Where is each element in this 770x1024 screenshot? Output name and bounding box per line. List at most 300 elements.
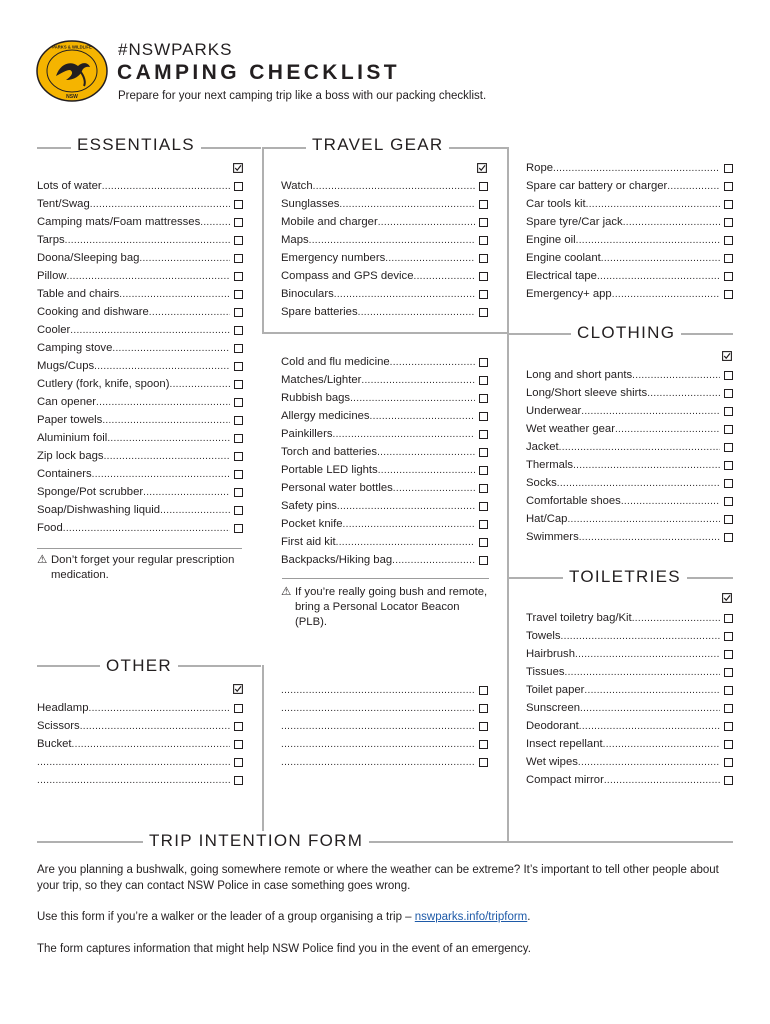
checkbox[interactable] <box>234 488 243 497</box>
checklist-item <box>526 456 733 474</box>
checkbox[interactable] <box>724 425 733 434</box>
checklist-item <box>37 357 243 375</box>
checklist-item <box>281 353 488 371</box>
checkbox[interactable] <box>479 358 488 367</box>
checkbox[interactable] <box>234 452 243 461</box>
checkbox[interactable] <box>234 182 243 191</box>
dot-leader <box>37 755 230 771</box>
dot-leader <box>358 305 475 321</box>
dot-leader <box>580 701 720 717</box>
checklist-item <box>37 717 243 735</box>
item-label: Can opener <box>37 396 97 408</box>
dot-leader <box>336 535 475 551</box>
item-label: Tent/Swag <box>37 198 90 210</box>
item-label: Cooler <box>37 324 71 336</box>
item-label: Pillow <box>37 270 67 282</box>
checklist-item <box>281 753 488 771</box>
medication-note <box>37 553 243 583</box>
item-label: Portable LED lights <box>281 464 378 476</box>
dot-leader <box>557 476 720 492</box>
dot-leader <box>149 305 230 321</box>
dot-leader <box>343 517 475 533</box>
hashtag: #NSWPARKS <box>118 40 233 59</box>
checklist-item <box>281 461 488 479</box>
checkbox[interactable] <box>724 236 733 245</box>
dot-leader <box>584 683 720 699</box>
checklist-item <box>526 366 733 384</box>
checklist-item <box>37 447 243 465</box>
dot-leader <box>393 481 475 497</box>
checklist-item <box>526 402 733 420</box>
toiletries-title: TOILETRIES <box>563 567 687 587</box>
item-label: Camping stove <box>37 342 113 354</box>
item-label: Torch and batteries <box>281 446 378 458</box>
checkbox[interactable] <box>479 448 488 457</box>
checklist-item <box>526 231 733 249</box>
dot-leader <box>90 197 230 213</box>
dot-leader <box>559 440 720 456</box>
dot-leader <box>377 445 475 461</box>
checkbox[interactable] <box>724 650 733 659</box>
travel-gear-list <box>281 177 488 321</box>
item-label: Travel toiletry bag/Kit <box>526 612 632 624</box>
item-label: Wet wipes <box>526 756 578 768</box>
checklist-item <box>37 465 243 483</box>
dot-leader <box>65 233 230 249</box>
item-label: Aluminium foil <box>37 432 108 444</box>
checklist-item <box>281 497 488 515</box>
checkbox[interactable] <box>234 722 243 731</box>
checklist-item <box>526 492 733 510</box>
dot-leader <box>281 755 475 771</box>
checkbox[interactable] <box>724 443 733 452</box>
medication-note-text: Don’t forget your regular prescription medication. <box>51 554 235 581</box>
checkbox[interactable] <box>234 290 243 299</box>
checklist-item <box>281 249 488 267</box>
checkbox[interactable] <box>234 236 243 245</box>
checkbox[interactable] <box>724 776 733 785</box>
item-label: Food <box>37 522 63 534</box>
checklist-item <box>281 195 488 213</box>
trip-intention-title: TRIP INTENTION FORM <box>143 831 369 851</box>
dot-leader <box>565 665 720 681</box>
trip-paragraph-2 <box>37 909 737 925</box>
checklist-item <box>37 483 243 501</box>
dot-leader <box>143 485 230 501</box>
checklist-item <box>281 389 488 407</box>
checkbox[interactable] <box>479 556 488 565</box>
item-label: Electrical tape <box>526 270 597 282</box>
dot-leader <box>378 215 475 231</box>
item-label: Engine coolant <box>526 252 601 264</box>
checkbox[interactable] <box>724 686 733 695</box>
car-list <box>526 159 733 303</box>
checklist-item <box>37 429 243 447</box>
checkbox[interactable] <box>724 389 733 398</box>
checklist-item <box>37 771 243 789</box>
dot-leader <box>309 233 475 249</box>
item-label: Hat/Cap <box>526 513 568 525</box>
travel-gear-bottom-rule <box>262 332 508 334</box>
dot-leader <box>553 161 720 177</box>
checklist-item <box>281 515 488 533</box>
item-label: Car tools kit <box>526 198 586 210</box>
trip-paragraph-2-text: Use this form if you’re a walker or the leader of a group organising a trip – <box>37 911 415 923</box>
item-label: Rubbish bags <box>281 392 351 404</box>
dot-leader <box>139 251 230 267</box>
dot-leader <box>392 553 475 569</box>
checklist-item <box>281 177 488 195</box>
checklist-item <box>526 681 733 699</box>
checkbox[interactable] <box>479 182 488 191</box>
checklist-item <box>281 267 488 285</box>
checkbox[interactable] <box>234 362 243 371</box>
item-label: Wet weather gear <box>526 423 615 435</box>
item-label: Headlamp <box>37 702 89 714</box>
other-list <box>37 699 243 789</box>
item-label: Deodorant <box>526 720 579 732</box>
checklist-item <box>526 249 733 267</box>
dot-leader <box>561 629 720 645</box>
clothing-title: CLOTHING <box>571 323 681 343</box>
checkbox[interactable] <box>479 308 488 317</box>
checkbox[interactable] <box>479 376 488 385</box>
checkbox[interactable] <box>479 722 488 731</box>
dot-leader <box>615 422 720 438</box>
checklist-item <box>281 425 488 443</box>
dot-leader <box>350 391 475 407</box>
dot-leader <box>581 404 720 420</box>
dot-leader <box>80 719 230 735</box>
checklist-item <box>281 231 488 249</box>
item-label: Compact mirror <box>526 774 604 786</box>
checkbox[interactable] <box>724 200 733 209</box>
checkbox[interactable] <box>724 407 733 416</box>
trip-paragraph-2-end: . <box>527 911 531 923</box>
dot-leader <box>378 463 475 479</box>
checkbox[interactable] <box>724 182 733 191</box>
item-label: Paper towels <box>37 414 103 426</box>
travel-gear-title: TRAVEL GEAR <box>306 135 449 155</box>
item-label: Lots of water <box>37 180 102 192</box>
checkbox[interactable] <box>724 461 733 470</box>
item-label: Bucket <box>37 738 72 750</box>
checklist-item <box>37 249 243 267</box>
item-label: Rope <box>526 162 554 174</box>
item-label: Toilet paper <box>526 684 585 696</box>
checkbox[interactable] <box>724 758 733 767</box>
col1-divider-top <box>262 147 264 333</box>
checkbox[interactable] <box>724 704 733 713</box>
checkbox[interactable] <box>234 434 243 443</box>
dot-leader <box>667 179 720 195</box>
dot-leader <box>414 269 476 285</box>
checkbox[interactable] <box>234 704 243 713</box>
nsw-parks-logo <box>36 40 108 102</box>
item-label: Emergency+ app <box>526 288 612 300</box>
item-label: Painkillers <box>281 428 333 440</box>
plb-note-text: If you’re really going bush and remote, bring a Personal Locator Beacon (PLB). <box>295 586 488 628</box>
dot-leader <box>361 373 475 389</box>
checkbox[interactable] <box>234 200 243 209</box>
checkbox[interactable] <box>479 394 488 403</box>
checkbox[interactable] <box>724 290 733 299</box>
checkbox[interactable] <box>479 218 488 227</box>
checkbox[interactable] <box>234 272 243 281</box>
checkbox[interactable] <box>479 254 488 263</box>
checkbox[interactable] <box>724 515 733 524</box>
essentials-list <box>37 177 243 537</box>
warning-icon: ⚠ <box>281 586 292 598</box>
checkbox[interactable] <box>234 380 243 389</box>
checklist-item <box>281 213 488 231</box>
item-label: Backpacks/Hiking bag <box>281 554 393 566</box>
dot-leader <box>102 413 230 429</box>
item-label: Pocket knife <box>281 518 343 530</box>
dot-leader <box>89 701 231 717</box>
svg-text:NSW: NSW <box>66 94 78 100</box>
checkbox[interactable] <box>724 371 733 380</box>
item-label: Thermals <box>526 459 574 471</box>
checklist-item <box>281 533 488 551</box>
checkbox[interactable] <box>724 254 733 263</box>
checklist-item <box>526 663 733 681</box>
other-title: OTHER <box>100 656 178 676</box>
dot-leader <box>94 359 230 375</box>
checkbox[interactable] <box>479 412 488 421</box>
checkbox[interactable] <box>234 776 243 785</box>
trip-paragraph-1: Are you planning a bushwalk, going somewhere remote or where the weather can be extreme? It’s important to tell other people about your trip, so they can contact NSW Police in case something goes wrong. <box>37 864 719 892</box>
checkbox[interactable] <box>234 470 243 479</box>
dot-leader <box>567 512 720 528</box>
item-label: Table and chairs <box>37 288 120 300</box>
checkbox[interactable] <box>724 740 733 749</box>
checkbox[interactable] <box>724 218 733 227</box>
item-label: Allergy medicines <box>281 410 370 422</box>
checkbox[interactable] <box>479 520 488 529</box>
dot-leader <box>92 467 230 483</box>
checklist-item <box>526 645 733 663</box>
checkbox[interactable] <box>234 524 243 533</box>
dot-leader <box>390 355 475 371</box>
checkbox[interactable] <box>724 479 733 488</box>
item-label: Sunscreen <box>526 702 581 714</box>
checkbox[interactable] <box>234 308 243 317</box>
checklist-item <box>37 213 243 231</box>
dot-leader <box>72 737 230 753</box>
checkbox[interactable] <box>234 740 243 749</box>
checkbox[interactable] <box>479 686 488 695</box>
dot-leader <box>604 773 720 789</box>
checkbox[interactable] <box>234 416 243 425</box>
item-label: Safety pins <box>281 500 337 512</box>
dot-leader <box>575 647 720 663</box>
health-note-rule <box>282 578 489 579</box>
checkbox[interactable] <box>479 200 488 209</box>
checklist-item <box>37 699 243 717</box>
dot-leader <box>623 215 720 231</box>
checklist-item <box>281 303 488 321</box>
item-label: Binoculars <box>281 288 334 300</box>
page-subtitle: Prepare for your next camping trip like a boss with our packing checklist. <box>118 90 487 102</box>
dot-leader <box>385 251 475 267</box>
checkbox[interactable] <box>479 236 488 245</box>
dot-leader <box>632 368 720 384</box>
checklist-item <box>526 717 733 735</box>
other-blank-list <box>281 681 488 771</box>
checklist-item <box>526 420 733 438</box>
checklist-item <box>526 627 733 645</box>
checkbox[interactable] <box>234 344 243 353</box>
dot-leader <box>281 701 475 717</box>
svg-text:PARKS & WILDLIFE: PARKS & WILDLIFE <box>52 44 92 50</box>
item-label: Cold and flu medicine <box>281 356 390 368</box>
dot-leader <box>169 377 230 393</box>
checkbox[interactable] <box>234 398 243 407</box>
item-label: Insect repellant <box>526 738 603 750</box>
checkbox[interactable] <box>479 758 488 767</box>
checklist-item <box>37 735 243 753</box>
plb-note <box>281 585 489 630</box>
checkbox[interactable] <box>234 218 243 227</box>
checklist-item <box>281 443 488 461</box>
dot-leader <box>632 611 720 627</box>
item-label: Cutlery (fork, knife, spoon) <box>37 378 170 390</box>
dot-leader <box>112 341 230 357</box>
essentials-note-rule <box>37 548 242 549</box>
checklist-item <box>37 267 243 285</box>
checklist-item <box>281 371 488 389</box>
clothing-list <box>526 366 733 546</box>
checkbox[interactable] <box>234 254 243 263</box>
item-label: Hairbrush <box>526 648 575 660</box>
item-label: Comfortable shoes <box>526 495 621 507</box>
checklist-item <box>526 735 733 753</box>
item-label: Emergency numbers <box>281 252 386 264</box>
dot-leader <box>102 179 230 195</box>
checklist-item <box>37 375 243 393</box>
checklist-item <box>37 393 243 411</box>
checklist-item <box>526 213 733 231</box>
dot-leader <box>370 409 475 425</box>
checkbox[interactable] <box>479 740 488 749</box>
checkbox[interactable] <box>724 164 733 173</box>
checklist-item <box>526 699 733 717</box>
dot-leader <box>67 269 230 285</box>
dot-leader <box>339 197 475 213</box>
item-label: Mugs/Cups <box>37 360 95 372</box>
checklist-item <box>526 609 733 627</box>
checkbox[interactable] <box>234 326 243 335</box>
item-label: Zip lock bags <box>37 450 104 462</box>
checklist-item <box>526 285 733 303</box>
checklist-item <box>281 735 488 753</box>
checkbox[interactable] <box>479 704 488 713</box>
dot-leader <box>281 683 475 699</box>
dot-leader <box>160 503 230 519</box>
checklist-item <box>37 195 243 213</box>
item-label: Socks <box>526 477 557 489</box>
item-label: Towels <box>526 630 561 642</box>
dot-leader <box>576 233 720 249</box>
checked-box-icon <box>233 684 243 694</box>
checkbox[interactable] <box>479 272 488 281</box>
checklist-item <box>281 681 488 699</box>
item-label: Personal water bottles <box>281 482 393 494</box>
item-label: Spare batteries <box>281 306 358 318</box>
tripform-link[interactable]: nswparks.info/tripform <box>414 911 528 923</box>
item-label: Compass and GPS device <box>281 270 414 282</box>
dot-leader <box>603 737 720 753</box>
checkbox[interactable] <box>479 538 488 547</box>
dot-leader <box>601 251 720 267</box>
item-label: Sunglasses <box>281 198 340 210</box>
item-label: Spare car battery or charger <box>526 180 668 192</box>
dot-leader <box>107 431 230 447</box>
item-label: Spare tyre/Car jack <box>526 216 623 228</box>
dot-leader <box>586 197 720 213</box>
item-label: Jacket <box>526 441 559 453</box>
health-list <box>281 353 488 569</box>
checkbox[interactable] <box>234 758 243 767</box>
checklist-item <box>37 411 243 429</box>
item-label: Containers <box>37 468 92 480</box>
dot-leader <box>96 395 230 411</box>
trip-rule <box>37 841 733 843</box>
item-label: Soap/Dishwashing liquid <box>37 504 161 516</box>
dot-leader <box>313 179 475 195</box>
dot-leader <box>332 427 475 443</box>
checkbox[interactable] <box>479 484 488 493</box>
checklist-item <box>281 699 488 717</box>
dot-leader <box>200 215 230 231</box>
checklist-item <box>526 384 733 402</box>
checklist-item <box>281 551 488 569</box>
item-label: Tarps <box>37 234 65 246</box>
item-label: First aid kit <box>281 536 336 548</box>
checkbox[interactable] <box>479 466 488 475</box>
checkbox[interactable] <box>479 430 488 439</box>
checklist-item <box>37 519 243 537</box>
checklist-item <box>526 753 733 771</box>
checkbox[interactable] <box>724 614 733 623</box>
checklist-item <box>526 438 733 456</box>
checkbox[interactable] <box>724 632 733 641</box>
checkbox[interactable] <box>724 533 733 542</box>
checkbox[interactable] <box>479 290 488 299</box>
col1-divider-bottom <box>262 665 264 841</box>
checkbox[interactable] <box>724 668 733 677</box>
dot-leader <box>119 287 230 303</box>
checkbox[interactable] <box>724 272 733 281</box>
item-label: Underwear <box>526 405 582 417</box>
checklist-item <box>37 303 243 321</box>
checkbox[interactable] <box>234 506 243 515</box>
dot-leader <box>281 719 475 735</box>
checklist-item <box>281 479 488 497</box>
checklist-item <box>526 771 733 789</box>
checkbox[interactable] <box>724 722 733 731</box>
dot-leader <box>579 719 720 735</box>
item-label: Doona/Sleeping bag <box>37 252 140 264</box>
checklist-item <box>37 321 243 339</box>
checkbox[interactable] <box>724 497 733 506</box>
dot-leader <box>612 287 720 303</box>
col2-divider <box>507 147 509 841</box>
dot-leader <box>334 287 475 303</box>
checked-box-icon <box>722 351 732 361</box>
checkbox[interactable] <box>479 502 488 511</box>
